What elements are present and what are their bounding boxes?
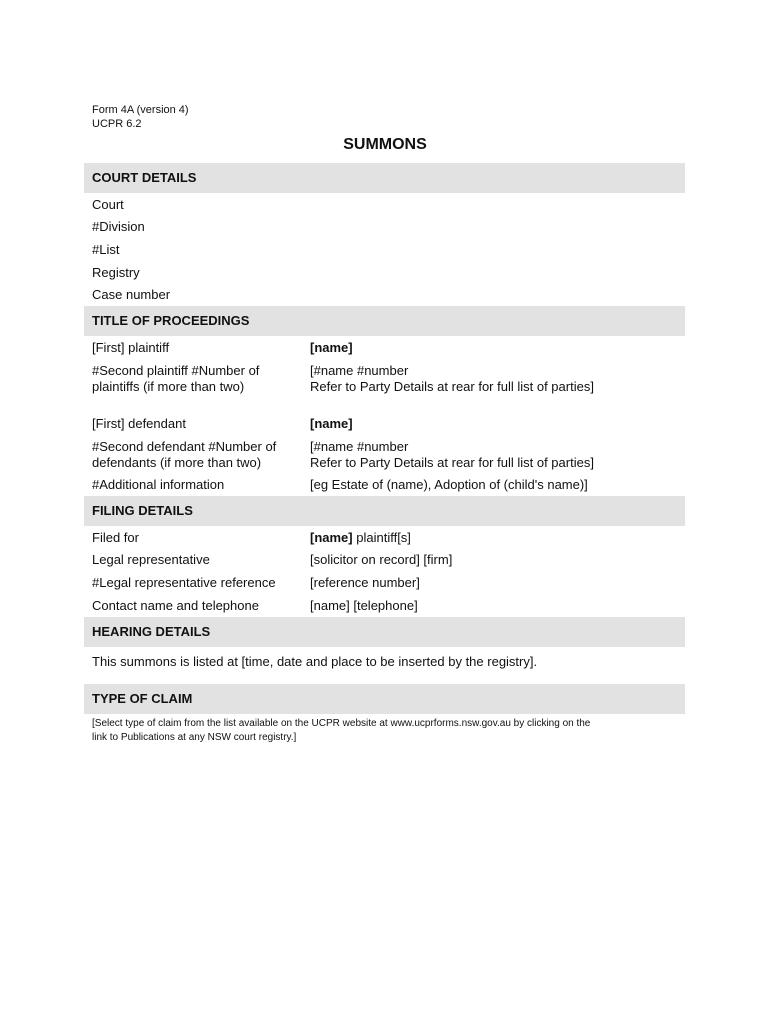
- label-second-plaintiff: [92, 363, 259, 395]
- label-second-defendant-line-2: defendants (if more than two): [92, 455, 262, 470]
- label-legal-representative: Legal representative: [92, 552, 210, 567]
- form-reference: [92, 103, 189, 131]
- label-registry: Registry: [92, 265, 140, 280]
- label-division: #Division: [92, 219, 145, 234]
- label-filed-for: Filed for: [92, 530, 139, 545]
- label-second-plaintiff-line-2: plaintiffs (if more than two): [92, 379, 245, 394]
- value-first-plaintiff: [name]: [310, 340, 353, 355]
- section-heading-court-details: COURT DETAILS: [84, 163, 685, 193]
- ucpr-rule: UCPR 6.2: [92, 118, 142, 130]
- filed-for-suffix: plaintiff[s]: [352, 530, 411, 545]
- value-second-defendant-line-2: Refer to Party Details at rear for full list of parties]: [310, 455, 594, 470]
- value-filed-for: [310, 530, 411, 546]
- page-title: SUMMONS: [343, 136, 427, 153]
- value-legal-representative: [solicitor on record] [firm]: [310, 552, 453, 567]
- value-second-defendant: [310, 439, 594, 471]
- section-heading-filing-details: FILING DETAILS: [84, 496, 685, 526]
- label-case-number: Case number: [92, 287, 171, 302]
- type-of-claim-text-line-2: link to Publications at any NSW court registry.]: [92, 732, 297, 743]
- label-first-defendant: [First] defendant: [92, 416, 186, 431]
- form-version: Form 4A (version 4): [92, 104, 189, 116]
- value-legal-representative-reference: [reference number]: [310, 575, 420, 590]
- label-second-defendant: [92, 439, 276, 471]
- label-legal-representative-reference: #Legal representative reference: [92, 575, 276, 590]
- label-additional-information: #Additional information: [92, 477, 225, 492]
- hearing-details-text: This summons is listed at [time, date and place to be inserted by the registry].: [92, 654, 538, 669]
- label-list: #List: [92, 242, 120, 257]
- section-heading-title-of-proceedings: TITLE OF PROCEEDINGS: [84, 306, 685, 336]
- label-second-defendant-line-1: #Second defendant #Number of: [92, 439, 277, 454]
- type-of-claim-text: [92, 717, 687, 745]
- label-second-plaintiff-line-1: #Second plaintiff #Number of: [92, 363, 260, 378]
- label-court: Court: [92, 197, 124, 212]
- value-second-plaintiff-line-2: Refer to Party Details at rear for full list of parties]: [310, 379, 594, 394]
- section-heading-type-of-claim: TYPE OF CLAIM: [84, 684, 685, 714]
- value-second-defendant-line-1: [#name #number: [310, 439, 409, 454]
- label-first-plaintiff: [First] plaintiff: [92, 340, 170, 355]
- value-additional-information: [eg Estate of (name), Adoption of (child's name)]: [310, 477, 588, 492]
- value-contact: [name] [telephone]: [310, 598, 418, 613]
- section-heading-hearing-details: HEARING DETAILS: [84, 617, 685, 647]
- value-first-defendant: [name]: [310, 416, 353, 431]
- value-second-plaintiff: [310, 363, 594, 395]
- filed-for-name: [name]: [310, 530, 353, 545]
- value-second-plaintiff-line-1: [#name #number: [310, 363, 409, 378]
- label-contact: Contact name and telephone: [92, 598, 259, 613]
- type-of-claim-text-line-1: [Select type of claim from the list available on the UCPR website at www.ucprforms.nsw.gov.au by clicking on the: [92, 718, 591, 729]
